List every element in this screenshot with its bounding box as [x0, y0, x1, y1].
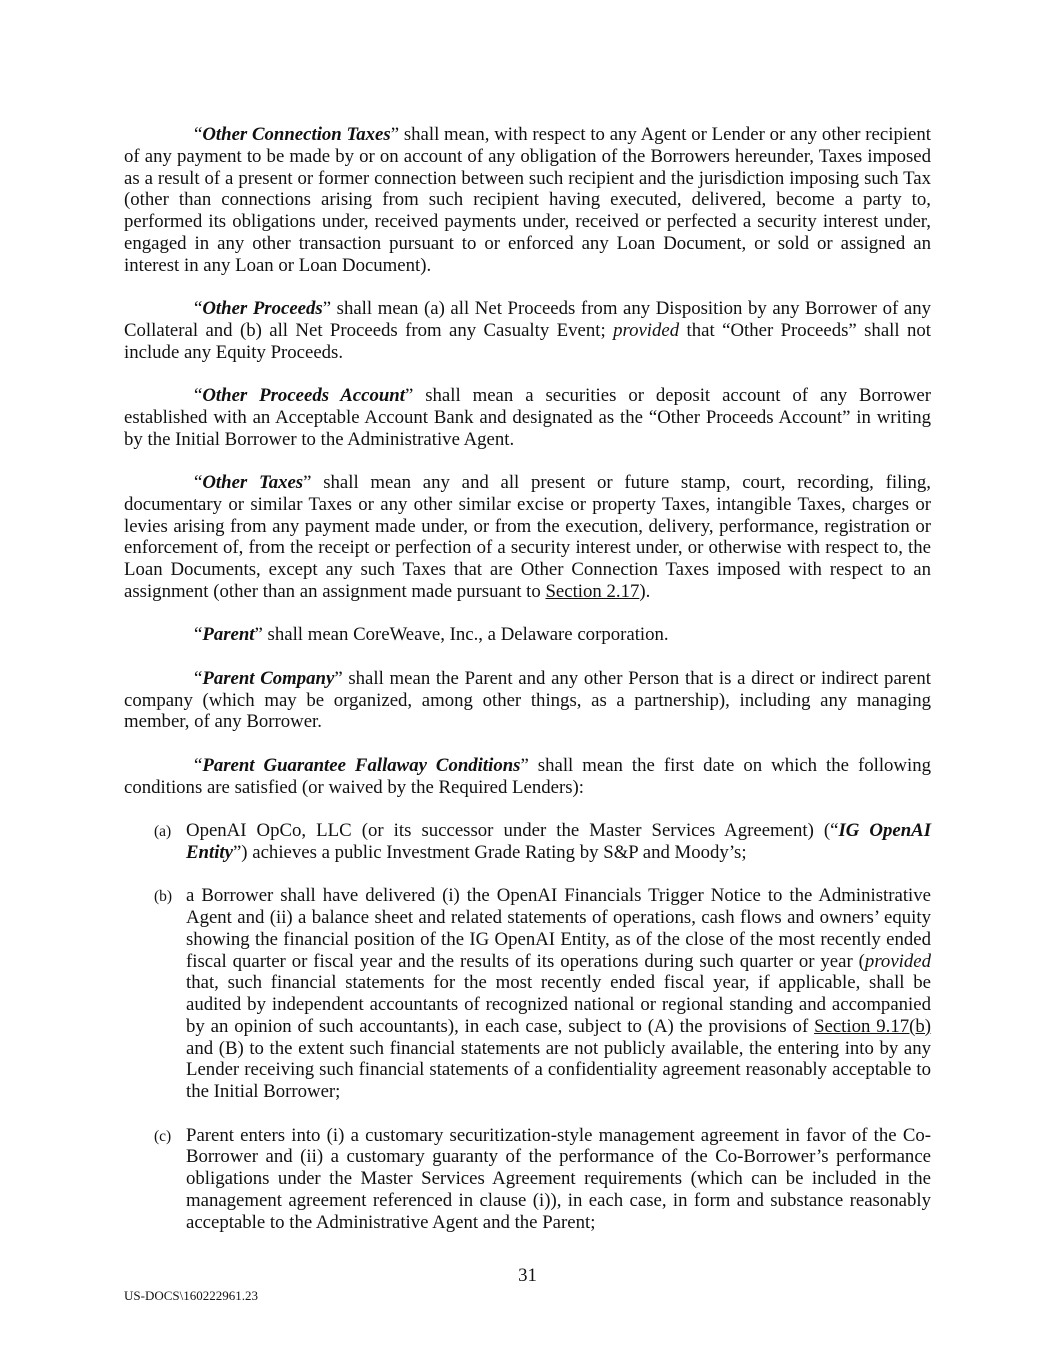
- text-segment: ” shall mean CoreWeave, Inc., a Delaware corporation.: [254, 624, 669, 646]
- list-label: (a): [154, 823, 172, 840]
- text-segment: ” shall mean, with respect to any Agent or Lender or any other recipient of any payment to be made by or on account of any obligation of the Borrowers hereunder, Taxes imposed as a result of a present or former connection between such recipient and the jurisdiction imposing such Tax (other than connections arising from such recipient having executed, delivered, become a party to, performed its obligations under, received payments under, received or perfected a security interest under, engaged in any other transaction pursuant to or enforced any Loan Document, or sold or assigned an interest in any Loan or Loan Document).: [124, 124, 931, 276]
- defined-term: IG OpenAI Entity: [186, 820, 931, 863]
- definition-parent-guarantee-fallaway-conditions: [124, 755, 931, 799]
- section-reference: Section 9.17(b): [814, 1015, 932, 1037]
- text-segment: ” shall mean any and all present or future stamp, court, recording, filing, documentary or similar Taxes or any other similar excise or property Taxes, intangible Taxes, charges or levies arising from any payment made under, or from the execution, delivery, performance, registration or enforcement of, from the receipt or perfection of a security interest under, or otherwise with respect to, the Loan Documents, except any such Taxes that are Other Connection Taxes imposed with respect to an assignment (other than an assignment made pursuant to: [124, 472, 931, 602]
- text-segment: ” shall mean a securities or deposit account of any Borrower established with an Acceptable Account Bank and designated as the “Other Proceeds Account” in writing by the Initial Borrower to the Administrative Agent.: [124, 385, 931, 450]
- text-segment: and (B) to the extent such financial statements are not publicly available, the entering into by any Lender receiving such financial statements of a confidentiality agreement reasonably acceptable to the Initial Borrower;: [186, 1037, 931, 1102]
- definition-other-connection-taxes: [124, 124, 931, 276]
- emphasis-text: provided: [613, 319, 680, 341]
- text-segment: a Borrower shall have delivered (i) the OpenAI Financials Trigger Notice to the Administrative Agent and (ii) a balance sheet and related statements of operations, cash flows and owners’ equity showing the financial position of the IG OpenAI Entity, as of the close of the most recently ended fiscal quarter or fiscal year and the results of its operations during such quarter or year (: [186, 885, 931, 972]
- document-body: [124, 124, 931, 1255]
- text-segment: “: [194, 124, 203, 145]
- condition-a: [124, 820, 931, 864]
- defined-term: Other Taxes: [202, 472, 304, 493]
- defined-term: Parent: [202, 624, 255, 646]
- definition-parent-company: [124, 668, 931, 733]
- text-segment: Parent enters into (i) a customary securitization-style management agreement in favor of the Co-Borrower and (ii) a customary guaranty of the performance of the Co-Borrower’s performance obligations under the Master Services Agreement requirements (which can be included in the management agreement referenced in clause (i)), in each case, in form and substance reasonably acceptable to the Administrative Agent and the Parent;: [186, 1124, 931, 1233]
- defined-term: Parent Guarantee Fallaway Conditions: [202, 754, 521, 776]
- text-segment: “: [194, 754, 203, 776]
- defined-term: Other Proceeds Account: [202, 385, 405, 406]
- text-segment: ” shall mean the Parent and any other Person that is a direct or indirect parent company (which may be organized, among other things, as a partnership), including any managing member, of any Borrower.: [124, 667, 931, 733]
- section-reference: Section 2.17: [545, 580, 640, 602]
- definition-other-proceeds: [124, 298, 931, 363]
- text-segment: “: [194, 624, 203, 646]
- condition-b: [124, 885, 931, 1103]
- document-id: US-DOCS\160222961.23: [124, 1288, 258, 1303]
- text-segment: “: [194, 667, 203, 689]
- text-segment: “: [194, 472, 203, 493]
- text-segment: OpenAI OpCo, LLC (or its successor under the Master Services Agreement) (“: [186, 820, 839, 841]
- definition-parent: [124, 624, 931, 646]
- text-segment: ” shall mean the first date on which the following conditions are satisfied (or waived by the Required Lenders):: [124, 754, 931, 798]
- text-segment: ”) achieves a public Investment Grade Rating by S&P and Moody’s;: [232, 841, 747, 863]
- list-label: (b): [154, 888, 173, 906]
- text-segment: ).: [639, 580, 651, 602]
- text-segment: ” shall mean (a) all Net Proceeds from any Disposition by any Borrower of any Collateral and (b) all Net Proceeds from any Casualty Event;: [124, 298, 931, 341]
- text-segment: that “Other Proceeds” shall not include any Equity Proceeds.: [124, 319, 931, 363]
- defined-term: Other Proceeds: [202, 298, 323, 319]
- condition-c: [124, 1125, 931, 1234]
- text-segment: “: [194, 385, 203, 406]
- text-segment: that, such financial statements for the most recently ended fiscal year, if applicable, shall be audited by independent accountants of recognized national or regional standing and accompanied by an opinion of such accountants), in each case, subject to (A) the provisions of: [186, 972, 931, 1037]
- defined-term: Other Connection Taxes: [202, 124, 391, 145]
- defined-term: Parent Company: [202, 667, 335, 689]
- page-number: 31: [518, 1265, 537, 1286]
- emphasis-text: provided: [864, 950, 931, 972]
- list-label: (c): [154, 1127, 172, 1145]
- definition-other-taxes: [124, 472, 931, 603]
- text-segment: “: [194, 298, 203, 319]
- definition-other-proceeds-account: [124, 385, 931, 450]
